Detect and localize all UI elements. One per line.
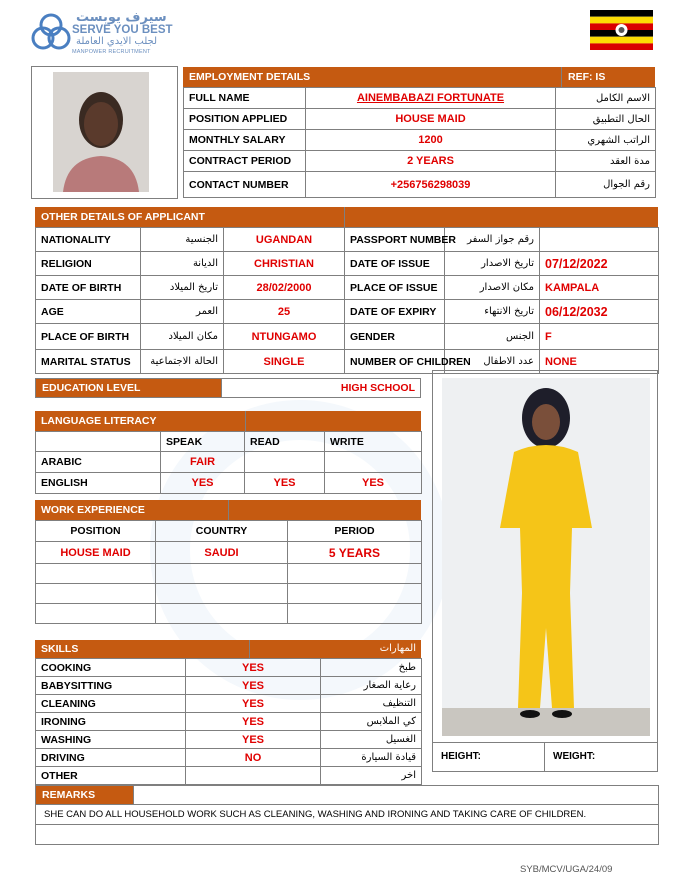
language-table — [35, 431, 422, 494]
marital-status-label: MARITAL STATUS — [36, 350, 141, 374]
religion-value: CHRISTIAN — [224, 252, 345, 276]
cleaning-value: YES — [186, 695, 321, 713]
cooking-ar: طبخ — [321, 659, 422, 677]
weight-label: WEIGHT: — [545, 743, 658, 772]
date-of-expiry-label: DATE OF EXPIRY — [345, 300, 445, 324]
arabic-label: ARABIC — [36, 452, 161, 473]
full-name-ar: الاسم الكامل — [556, 88, 656, 109]
logo-icon — [28, 10, 74, 56]
arabic-write — [325, 452, 422, 473]
skills-table — [35, 658, 422, 785]
english-read: YES — [245, 473, 325, 494]
full-name-label: FULL NAME — [184, 88, 306, 109]
education-header: EDUCATION LEVEL — [35, 378, 222, 398]
date-of-birth-value: 28/02/2000 — [224, 276, 345, 300]
logo-arabic: سيرف يوبست — [76, 10, 167, 25]
other-details-header-right — [344, 207, 658, 227]
height-label: HEIGHT: — [432, 743, 545, 772]
nationality-ar: الجنسية — [141, 228, 224, 252]
monthly-salary-label: MONTHLY SALARY — [184, 130, 306, 151]
place-of-issue-label: PLACE OF ISSUE — [345, 276, 445, 300]
logo-subtitle: MANPOWER RECRUITMENT — [72, 49, 151, 55]
ironing-label: IRONING — [36, 713, 186, 731]
speak-header: SPEAK — [161, 432, 245, 452]
date-of-issue-value: 07/12/2022 — [540, 252, 659, 276]
logo-arabic-sub: لجلب الايدي العاملة — [76, 36, 158, 47]
remarks-header: REMARKS — [35, 785, 134, 805]
date-of-issue-label: DATE OF ISSUE — [345, 252, 445, 276]
table-row — [36, 604, 422, 624]
contract-period-label: CONTRACT PERIOD — [184, 151, 306, 172]
gender-label: GENDER — [345, 324, 445, 350]
uganda-flag — [590, 10, 653, 50]
skills-header-ar: المهارات — [249, 640, 421, 658]
marital-status-value: SINGLE — [224, 350, 345, 374]
place-of-birth-ar: مكان الميلاد — [141, 324, 224, 350]
driving-ar: قيادة السيارة — [321, 749, 422, 767]
number-of-children-value: NONE — [540, 350, 659, 374]
washing-label: WASHING — [36, 731, 186, 749]
cleaning-label: CLEANING — [36, 695, 186, 713]
document-code: SYB/MCV/UGA/24/09 — [520, 864, 613, 875]
place-of-birth-value: NTUNGAMO — [224, 324, 345, 350]
babysitting-ar: رعاية الصغار — [321, 677, 422, 695]
gender-ar: الجنس — [445, 324, 540, 350]
number-of-children-ar: عدد الاطفال — [445, 350, 540, 374]
age-ar: العمر — [141, 300, 224, 324]
nationality-value: UGANDAN — [224, 228, 345, 252]
skills-header: SKILLS — [35, 640, 249, 658]
date-of-birth-label: DATE OF BIRTH — [36, 276, 141, 300]
contact-number-label: CONTACT NUMBER — [184, 172, 306, 198]
full-name-value: AINEMBABAZI FORTUNATE — [306, 88, 556, 109]
driving-label: DRIVING — [36, 749, 186, 767]
contact-number-value: +256756298039 — [306, 172, 556, 198]
remarks-text: SHE CAN DO ALL HOUSEHOLD WORK SUCH AS CLEANING, WASHING AND IRONING AND TAKING CARE OF CHILDREN. — [35, 805, 659, 825]
work-period: 5 YEARS — [288, 542, 422, 564]
religion-ar: الديانة — [141, 252, 224, 276]
period-col-header: PERIOD — [288, 521, 422, 542]
contact-number-ar: رقم الجوال — [556, 172, 656, 198]
babysitting-value: YES — [186, 677, 321, 695]
cooking-value: YES — [186, 659, 321, 677]
work-country: SAUDI — [156, 542, 288, 564]
arabic-read — [245, 452, 325, 473]
marital-status-ar: الحالة الاجتماعية — [141, 350, 224, 374]
monthly-salary-ar: الراتب الشهري — [556, 130, 656, 151]
table-row — [36, 564, 422, 584]
age-value: 25 — [224, 300, 345, 324]
monthly-salary-value: 1200 — [306, 130, 556, 151]
nationality-label: NATIONALITY — [36, 228, 141, 252]
other-skill-label: OTHER — [36, 767, 186, 785]
age-label: AGE — [36, 300, 141, 324]
ironing-ar: كي الملابس — [321, 713, 422, 731]
place-of-issue-value: KAMPALA — [540, 276, 659, 300]
language-header-right — [245, 411, 421, 431]
english-write: YES — [325, 473, 422, 494]
position-applied-value: HOUSE MAID — [306, 109, 556, 130]
country-col-header: COUNTRY — [156, 521, 288, 542]
washing-value: YES — [186, 731, 321, 749]
english-speak: YES — [161, 473, 245, 494]
position-applied-label: POSITION APPLIED — [184, 109, 306, 130]
date-of-expiry-ar: تاريخ الانتهاء — [445, 300, 540, 324]
religion-label: RELIGION — [36, 252, 141, 276]
ref-label: REF: IS — [561, 67, 655, 87]
position-col-header: POSITION — [36, 521, 156, 542]
employment-table — [183, 87, 656, 198]
number-of-children-label: NUMBER OF CHILDREN — [345, 350, 445, 374]
work-experience-header: WORK EXPERIENCE — [35, 500, 228, 520]
logo-name: SERVE YOU BEST — [72, 24, 173, 36]
applicant-photo-full — [432, 370, 658, 743]
applicant-photo-small — [31, 66, 178, 199]
other-details-header: OTHER DETAILS OF APPLICANT — [35, 207, 344, 227]
company-logo — [28, 10, 198, 58]
date-of-issue-ar: تاريخ الاصدار — [445, 252, 540, 276]
babysitting-label: BABYSITTING — [36, 677, 186, 695]
cleaning-ar: التنظيف — [321, 695, 422, 713]
passport-number-ar: رقم جواز السفر — [445, 228, 540, 252]
contract-period-ar: مدة العقد — [556, 151, 656, 172]
other-skill-ar: اخر — [321, 767, 422, 785]
remarks-blank-row — [35, 825, 659, 845]
driving-value: NO — [186, 749, 321, 767]
passport-number-label: PASSPORT NUMBER — [345, 228, 445, 252]
date-of-expiry-value: 06/12/2032 — [540, 300, 659, 324]
contract-period-value: 2 YEARS — [306, 151, 556, 172]
remarks-header-blank — [134, 785, 659, 805]
place-of-birth-label: PLACE OF BIRTH — [36, 324, 141, 350]
arabic-speak: FAIR — [161, 452, 245, 473]
passport-number-value — [540, 228, 659, 252]
table-row — [36, 584, 422, 604]
employment-header: EMPLOYMENT DETAILS — [183, 67, 561, 87]
language-header: LANGUAGE LITERACY — [35, 411, 245, 431]
language-col-blank — [36, 432, 161, 452]
place-of-issue-ar: مكان الاصدار — [445, 276, 540, 300]
english-label: ENGLISH — [36, 473, 161, 494]
write-header: WRITE — [325, 432, 422, 452]
other-details-table — [35, 227, 659, 374]
position-applied-ar: الحال التطبيق — [556, 109, 656, 130]
education-value: HIGH SCHOOL — [222, 378, 421, 398]
gender-value: F — [540, 324, 659, 350]
ironing-value: YES — [186, 713, 321, 731]
work-experience-header-right — [228, 500, 421, 520]
work-experience-table — [35, 520, 422, 624]
date-of-birth-ar: تاريخ الميلاد — [141, 276, 224, 300]
washing-ar: الغسيل — [321, 731, 422, 749]
read-header: READ — [245, 432, 325, 452]
work-position: HOUSE MAID — [36, 542, 156, 564]
cooking-label: COOKING — [36, 659, 186, 677]
other-skill-value — [186, 767, 321, 785]
